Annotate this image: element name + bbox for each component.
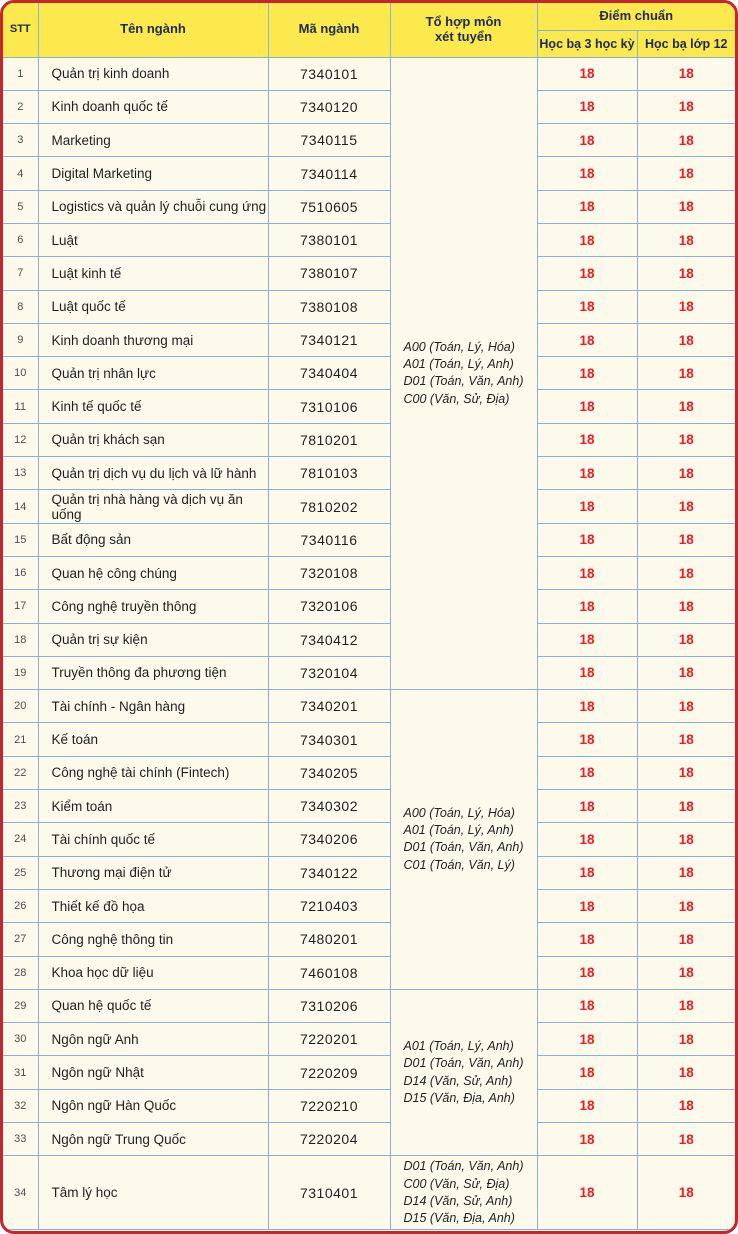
col-header-major-name: Tên ngành: [38, 3, 268, 57]
score-grade12-cell: 18: [637, 1123, 735, 1156]
subject-combo-cell: [390, 989, 537, 1155]
score-grade12-cell: 18: [637, 856, 735, 889]
major-code-cell: 7340201: [268, 690, 390, 723]
table-row: [3, 723, 735, 756]
subject-combo-lines: [404, 337, 524, 410]
major-code-cell: 7340114: [268, 157, 390, 190]
col-header-major-code: Mã ngành: [268, 3, 390, 57]
score-grade12-cell: 18: [637, 656, 735, 689]
row-number-cell: 10: [3, 357, 38, 390]
row-number-cell: 19: [3, 656, 38, 689]
row-number-cell: 6: [3, 223, 38, 256]
score-grade12-cell: 18: [637, 490, 735, 523]
major-name-cell: Luật quốc tế: [38, 290, 268, 323]
score-3-semesters-cell: 18: [537, 856, 637, 889]
score-3-semesters-cell: 18: [537, 756, 637, 789]
score-grade12-cell: 18: [637, 57, 735, 90]
subject-combo-line: C00 (Văn, Sử, Địa): [403, 1176, 510, 1191]
subject-combo-lines: [404, 1036, 524, 1109]
major-name-cell: Thương mại điện tử: [38, 856, 268, 889]
score-3-semesters-cell: 18: [537, 490, 637, 523]
score-3-semesters-cell: 18: [537, 290, 637, 323]
table-row: [3, 523, 735, 556]
table-row: [3, 1056, 735, 1089]
table-header: [3, 3, 735, 57]
major-code-cell: 7220204: [268, 1123, 390, 1156]
major-code-cell: 7810202: [268, 490, 390, 523]
subject-combo-lines: [404, 1156, 524, 1229]
major-code-cell: 7340301: [268, 723, 390, 756]
table-row: [3, 157, 735, 190]
score-3-semesters-cell: 18: [537, 323, 637, 356]
score-3-semesters-cell: 18: [537, 1156, 637, 1230]
score-grade12-cell: 18: [637, 523, 735, 556]
row-number-cell: 13: [3, 457, 38, 490]
major-code-cell: 7210403: [268, 889, 390, 922]
major-code-cell: 7310106: [268, 390, 390, 423]
score-3-semesters-cell: 18: [537, 157, 637, 190]
score-grade12-cell: 18: [637, 390, 735, 423]
col-header-score-3-semesters: Học bạ 3 học kỳ: [537, 30, 637, 57]
score-grade12-cell: 18: [637, 690, 735, 723]
row-number-cell: 2: [3, 90, 38, 123]
row-number-cell: 8: [3, 290, 38, 323]
subject-combo-line: A01 (Toán, Lý, Anh): [403, 823, 514, 838]
score-grade12-cell: 18: [637, 623, 735, 656]
major-name-cell: Kế toán: [38, 723, 268, 756]
score-3-semesters-cell: 18: [537, 723, 637, 756]
table-row: [3, 257, 735, 290]
major-name-cell: Logistics và quản lý chuỗi cung ứng: [38, 190, 268, 223]
table-body: [3, 57, 735, 1230]
major-code-cell: 7340116: [268, 523, 390, 556]
major-name-cell: Kiểm toán: [38, 790, 268, 823]
subject-combo-cell: [390, 1156, 537, 1230]
score-grade12-cell: 18: [637, 190, 735, 223]
score-grade12-cell: 18: [637, 1023, 735, 1056]
score-grade12-cell: 18: [637, 157, 735, 190]
score-grade12-cell: 18: [637, 423, 735, 456]
table-row: [3, 989, 735, 1022]
score-3-semesters-cell: 18: [537, 1123, 637, 1156]
score-grade12-cell: 18: [637, 889, 735, 922]
score-3-semesters-cell: 18: [537, 956, 637, 989]
row-number-cell: 9: [3, 323, 38, 356]
score-3-semesters-cell: 18: [537, 656, 637, 689]
row-number-cell: 31: [3, 1056, 38, 1089]
major-name-cell: Quan hệ quốc tế: [38, 989, 268, 1022]
table-row: [3, 323, 735, 356]
major-name-cell: Marketing: [38, 124, 268, 157]
major-code-cell: 7340206: [268, 823, 390, 856]
score-3-semesters-cell: 18: [537, 523, 637, 556]
table-row: [3, 457, 735, 490]
major-code-cell: 7340205: [268, 756, 390, 789]
table-row: [3, 923, 735, 956]
col-header-stt: STT: [3, 3, 38, 57]
major-name-cell: Ngôn ngữ Trung Quốc: [38, 1123, 268, 1156]
major-code-cell: 7220209: [268, 1056, 390, 1089]
subject-combo-line: D01 (Toán, Văn, Anh): [403, 1159, 524, 1174]
score-3-semesters-cell: 18: [537, 90, 637, 123]
score-3-semesters-cell: 18: [537, 889, 637, 922]
subject-combo-line: D14 (Văn, Sử, Anh): [403, 1073, 513, 1088]
row-number-cell: 3: [3, 124, 38, 157]
score-grade12-cell: 18: [637, 923, 735, 956]
subject-combo-line: C00 (Văn, Sử, Địa): [403, 391, 510, 406]
subject-combo-line: C01 (Toán, Văn, Lý): [403, 857, 515, 872]
table-row: [3, 124, 735, 157]
row-number-cell: 1: [3, 57, 38, 90]
major-code-cell: 7220201: [268, 1023, 390, 1056]
subject-combo-cell: [390, 57, 537, 690]
subject-combo-line: D14 (Văn, Sử, Anh): [403, 1193, 513, 1208]
major-code-cell: 7340412: [268, 623, 390, 656]
row-number-cell: 30: [3, 1023, 38, 1056]
table-row: [3, 956, 735, 989]
score-grade12-cell: 18: [637, 290, 735, 323]
major-code-cell: 7340101: [268, 57, 390, 90]
major-code-cell: 7810103: [268, 457, 390, 490]
major-name-cell: Tâm lý học: [38, 1156, 268, 1230]
row-number-cell: 33: [3, 1123, 38, 1156]
admission-scores-table: [3, 3, 735, 1230]
table-row: [3, 656, 735, 689]
subject-combo-line: D01 (Toán, Văn, Anh): [403, 840, 524, 855]
score-3-semesters-cell: 18: [537, 390, 637, 423]
subject-combo-line: D01 (Toán, Văn, Anh): [403, 374, 524, 389]
table-row: [3, 357, 735, 390]
score-grade12-cell: 18: [637, 223, 735, 256]
major-name-cell: Khoa học dữ liệu: [38, 956, 268, 989]
major-code-cell: 7340302: [268, 790, 390, 823]
row-number-cell: 17: [3, 590, 38, 623]
table-row: [3, 290, 735, 323]
score-3-semesters-cell: 18: [537, 257, 637, 290]
table-row: [3, 823, 735, 856]
score-grade12-cell: 18: [637, 1056, 735, 1089]
score-grade12-cell: 18: [637, 357, 735, 390]
major-code-cell: 7380101: [268, 223, 390, 256]
row-number-cell: 22: [3, 756, 38, 789]
score-3-semesters-cell: 18: [537, 223, 637, 256]
table-row: [3, 1089, 735, 1122]
row-number-cell: 5: [3, 190, 38, 223]
table-row: [3, 1023, 735, 1056]
table-row: [3, 856, 735, 889]
combo-header-line2: xét tuyển: [434, 28, 493, 44]
score-grade12-cell: 18: [637, 124, 735, 157]
major-code-cell: 7340115: [268, 124, 390, 157]
table-row: [3, 190, 735, 223]
subject-combo-line: A00 (Toán, Lý, Hóa): [403, 339, 515, 354]
combo-header-line1: Tổ hợp môn: [425, 13, 502, 29]
table-row: [3, 590, 735, 623]
score-3-semesters-cell: 18: [537, 423, 637, 456]
table-row: [3, 223, 735, 256]
major-name-cell: Digital Marketing: [38, 157, 268, 190]
table-row: [3, 90, 735, 123]
score-3-semesters-cell: 18: [537, 690, 637, 723]
row-number-cell: 14: [3, 490, 38, 523]
row-number-cell: 29: [3, 989, 38, 1022]
score-3-semesters-cell: 18: [537, 989, 637, 1022]
major-name-cell: Truyền thông đa phương tiện: [38, 656, 268, 689]
row-number-cell: 20: [3, 690, 38, 723]
major-name-cell: Kinh doanh quốc tế: [38, 90, 268, 123]
major-name-cell: Quản trị kinh doanh: [38, 57, 268, 90]
subject-combo-line: A01 (Toán, Lý, Anh): [403, 357, 514, 372]
subject-combo-line: D15 (Văn, Địa, Anh): [403, 1090, 515, 1105]
score-grade12-cell: 18: [637, 956, 735, 989]
major-code-cell: 7310401: [268, 1156, 390, 1230]
major-name-cell: Quản trị dịch vụ du lịch và lữ hành: [38, 457, 268, 490]
score-3-semesters-cell: 18: [537, 357, 637, 390]
col-header-score-group: Điểm chuẩn: [537, 3, 735, 30]
row-number-cell: 16: [3, 556, 38, 589]
col-header-score-grade12: Học bạ lớp 12: [637, 30, 735, 57]
major-name-cell: Ngôn ngữ Anh: [38, 1023, 268, 1056]
major-code-cell: 7340122: [268, 856, 390, 889]
row-number-cell: 18: [3, 623, 38, 656]
major-code-cell: 7480201: [268, 923, 390, 956]
major-name-cell: Tài chính quốc tế: [38, 823, 268, 856]
score-3-semesters-cell: 18: [537, 823, 637, 856]
row-number-cell: 27: [3, 923, 38, 956]
table-row: [3, 390, 735, 423]
score-grade12-cell: 18: [637, 1089, 735, 1122]
table-row: [3, 556, 735, 589]
major-code-cell: 7220210: [268, 1089, 390, 1122]
major-name-cell: Luật kinh tế: [38, 257, 268, 290]
score-grade12-cell: 18: [637, 823, 735, 856]
major-name-cell: Quan hệ công chúng: [38, 556, 268, 589]
table-row: [3, 889, 735, 922]
score-grade12-cell: 18: [637, 590, 735, 623]
table-row: [3, 623, 735, 656]
score-3-semesters-cell: 18: [537, 923, 637, 956]
major-code-cell: 7320106: [268, 590, 390, 623]
major-name-cell: Kinh tế quốc tế: [38, 390, 268, 423]
col-header-subject-combo: [390, 3, 537, 57]
major-code-cell: 7340121: [268, 323, 390, 356]
row-number-cell: 24: [3, 823, 38, 856]
row-number-cell: 25: [3, 856, 38, 889]
score-grade12-cell: 18: [637, 257, 735, 290]
major-name-cell: Quản trị sự kiện: [38, 623, 268, 656]
major-code-cell: 7510605: [268, 190, 390, 223]
table-row: [3, 57, 735, 90]
row-number-cell: 12: [3, 423, 38, 456]
row-number-cell: 7: [3, 257, 38, 290]
score-3-semesters-cell: 18: [537, 790, 637, 823]
major-code-cell: 7810201: [268, 423, 390, 456]
score-3-semesters-cell: 18: [537, 190, 637, 223]
score-3-semesters-cell: 18: [537, 1089, 637, 1122]
score-3-semesters-cell: 18: [537, 623, 637, 656]
major-code-cell: 7320108: [268, 556, 390, 589]
row-number-cell: 11: [3, 390, 38, 423]
major-name-cell: Công nghệ tài chính (Fintech): [38, 756, 268, 789]
major-code-cell: 7340120: [268, 90, 390, 123]
score-3-semesters-cell: 18: [537, 57, 637, 90]
table-row: [3, 1156, 735, 1230]
major-name-cell: Công nghệ thông tin: [38, 923, 268, 956]
row-number-cell: 28: [3, 956, 38, 989]
major-code-cell: 7340404: [268, 357, 390, 390]
major-name-cell: Ngôn ngữ Nhật: [38, 1056, 268, 1089]
major-name-cell: Quản trị nhà hàng và dịch vụ ăn uống: [38, 490, 268, 523]
score-grade12-cell: 18: [637, 323, 735, 356]
major-name-cell: Ngôn ngữ Hàn Quốc: [38, 1089, 268, 1122]
score-grade12-cell: 18: [637, 556, 735, 589]
score-3-semesters-cell: 18: [537, 124, 637, 157]
major-code-cell: 7380107: [268, 257, 390, 290]
major-code-cell: 7320104: [268, 656, 390, 689]
score-3-semesters-cell: 18: [537, 590, 637, 623]
major-code-cell: 7380108: [268, 290, 390, 323]
row-number-cell: 23: [3, 790, 38, 823]
score-3-semesters-cell: 18: [537, 457, 637, 490]
score-grade12-cell: 18: [637, 756, 735, 789]
subject-combo-lines: [404, 803, 524, 876]
score-3-semesters-cell: 18: [537, 1023, 637, 1056]
header-row-1: [3, 3, 735, 30]
row-number-cell: 34: [3, 1156, 38, 1230]
row-number-cell: 26: [3, 889, 38, 922]
table-row: [3, 756, 735, 789]
table-row: [3, 690, 735, 723]
major-name-cell: Thiết kế đồ họa: [38, 889, 268, 922]
score-3-semesters-cell: 18: [537, 556, 637, 589]
major-name-cell: Tài chính - Ngân hàng: [38, 690, 268, 723]
major-name-cell: Công nghệ truyền thông: [38, 590, 268, 623]
score-grade12-cell: 18: [637, 1156, 735, 1230]
row-number-cell: 4: [3, 157, 38, 190]
major-code-cell: 7460108: [268, 956, 390, 989]
major-name-cell: Quản trị nhân lực: [38, 357, 268, 390]
row-number-cell: 21: [3, 723, 38, 756]
major-name-cell: Quản trị khách sạn: [38, 423, 268, 456]
table-row: [3, 790, 735, 823]
score-grade12-cell: 18: [637, 457, 735, 490]
score-grade12-cell: 18: [637, 90, 735, 123]
major-code-cell: 7310206: [268, 989, 390, 1022]
row-number-cell: 32: [3, 1089, 38, 1122]
major-name-cell: Kinh doanh thương mại: [38, 323, 268, 356]
subject-combo-cell: [390, 690, 537, 990]
major-name-cell: Luật: [38, 223, 268, 256]
score-grade12-cell: 18: [637, 790, 735, 823]
score-3-semesters-cell: 18: [537, 1056, 637, 1089]
table-row: [3, 423, 735, 456]
subject-combo-line: D15 (Văn, Địa, Anh): [403, 1211, 515, 1226]
score-grade12-cell: 18: [637, 723, 735, 756]
subject-combo-line: A00 (Toán, Lý, Hóa): [403, 805, 515, 820]
row-number-cell: 15: [3, 523, 38, 556]
subject-combo-line: A01 (Toán, Lý, Anh): [403, 1039, 514, 1054]
score-grade12-cell: 18: [637, 989, 735, 1022]
table-row: [3, 490, 735, 523]
major-name-cell: Bất động sản: [38, 523, 268, 556]
subject-combo-line: D01 (Toán, Văn, Anh): [403, 1056, 524, 1071]
table-row: [3, 1123, 735, 1156]
